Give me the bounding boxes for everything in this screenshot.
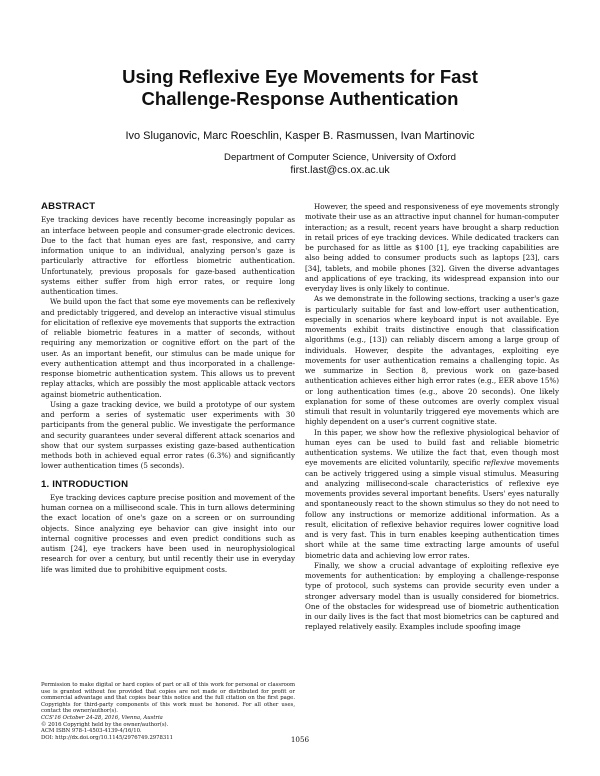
emphasized-term: reflexive (483, 458, 515, 468)
abstract-heading: ABSTRACT (41, 201, 96, 212)
left-column (41, 202, 295, 575)
permission-notice: Permission to make digital or hard copies of part or all of this work for personal or classroom use is granted without fee provided that copies are not made or distributed for profit or commercial advantage and that copies bear this notice and the full citation on the first page. Copyrights for third-party components of this work must be honored. For all other uses, contact the owner/author(s). (41, 682, 295, 715)
body-text: movements can be actively triggered using a simple visual stimulus. Measuring and analyzing millisecond-scale characteristics of reflexive eye movements provides several important benefits. Users' eyes naturally and spontaneously react to the shown stimulus so they do not need to follow any instructions or memorize additional information. As a result, elicitation of reflexive behavior requires lower cognitive load and is very fast. This in turn enables keeping authentication times short while at the same time extracting large amounts of useful biometric data and achieving low error rates. (305, 458, 559, 560)
body-paragraph: However, the speed and responsiveness of eye movements strongly motivate their use as an attractive input channel for human-computer interaction; as a result, recent years have brought a sharp reduction in retail prices of eye tracking devices. While dedicated trackers can be purchased for as little as $100 [1], eye tracking capabilities are also being added to consumer products such as laptops [23], cars [34], tablets, and mobile phones [32]. Given the diverse advantages and applications of eye tracking, its widespread expansion into our everyday lives is only likely to continue. (305, 202, 559, 293)
right-column (305, 202, 559, 633)
permission-footnote (41, 682, 295, 741)
title-line-2: Challenge-Response Authentication (141, 88, 459, 109)
affiliation: Department of Computer Science, University of Oxford (224, 152, 456, 163)
paper-title (40, 66, 560, 110)
abstract-paragraph: Eye tracking devices have recently become increasingly popular as an interface between people and consumer-grade electronic devices. Due to the fact that human eyes are fast, responsive, and carry information unique to an individual, analyzing person's gaze is particularly attractive for effortless biometric authentication. Unfortunately, previous proposals for gaze-based authentication systems either suffer from high error rates, or require long authentication times. (41, 215, 295, 296)
copyright-notice: © 2016 Copyright held by the owner/author(s). (41, 721, 169, 728)
page-number: 1056 (290, 735, 310, 744)
body-paragraph (305, 428, 559, 561)
abstract-paragraph: Using a gaze tracking device, we build a prototype of our system and perform a series of systematic user experiments with 30 participants from the general public. We investigate the performance and security guarantees under several different attack scenarios and show that our system surpasses existing gaze-based authentication methods both in achieved equal error rates (6.3%) and significantly lower authentication times (5 seconds). (41, 399, 295, 471)
conference-info: CCS'16 October 24-28, 2016, Vienna, Austria (41, 714, 163, 721)
affiliation-block (190, 152, 490, 176)
isbn: ACM ISBN 978-1-4503-4139-4/16/10. (41, 728, 142, 735)
body-paragraph: Finally, we show a crucial advantage of exploiting reflexive eye movements for authentication: by employing a challenge-response type of protocol, such systems can provide security even under a stronger adversary model than is usually considered for biometrics. One of the obstacles for widespread use of biometric authentication in our daily lives is the fact that most biometrics can be captured and replayed relatively easily. Examples include spoofing image (305, 560, 559, 632)
author-list: Ivo Sluganovic, Marc Roeschlin, Kasper B. Rasmussen, Ivan Martinovic (125, 130, 475, 142)
introduction-heading: 1. INTRODUCTION (41, 478, 129, 490)
doi-link[interactable]: DOI: http://dx.doi.org/10.1145/2976749.2978311 (41, 734, 174, 741)
body-paragraph: As we demonstrate in the following sections, tracking a user's gaze is particularly suitable for fast and low-effort user authentication, especially in scenarios where keyboard input is not available. Eye movements exhibit traits distinctive enough that classification algorithms (e.g., [13]) can reliably discern among a large group of individuals. However, despite the advantages, exploiting eye movements for user authentication remains a challenging topic. As we summarize in Section 8, previous work on gaze-based authentication achieves either high error rates (e.g., EER above 15%) or long authentication times (e.g., above 20 seconds). One likely explanation for some of these outcomes are overly complex visual stimuli that result in voluntarily triggered eye movements which are highly dependent on a user's current cognitive state. (305, 294, 559, 427)
author-email: first.last@cs.ox.ac.uk (290, 164, 390, 176)
introduction-paragraph: Eye tracking devices capture precise position and movement of the human cornea on a millisecond scale. This in turn allows determining the exact location of one's gaze on a screen or on surrounding objects. Since analyzing eye behavior can give insight into our internal cognitive processes and even predict conditions such as autism [24], eye trackers have been used in neurophysiological research for over a century, but until recently their use in everyday life was limited due to prohibitive equipment costs. (41, 492, 295, 574)
abstract-paragraph: We build upon the fact that some eye movements can be reflexively and predictably triggered, and develop an interactive visual stimulus for elicitation of reflexive eye movements that supports the extraction of reliable biometric features in a matter of seconds, without requiring any memorization or cognitive effort on the part of the user. As an important benefit, our stimulus can be made unique for every authentication attempt and thus incorporated in a challenge-response biometric authentication system. This allows us to prevent replay attacks, which are possibly the most applicable attack vectors against biometric authentication. (41, 297, 295, 399)
title-line-1: Using Reflexive Eye Movements for Fast (122, 66, 478, 87)
body-text: In this paper, we show how the reflexive physiological behavior of human eyes can be used to build fast and reliable biometric authentication systems. We utilize the fact that, even though most eye movements are elicited voluntarily, specific (305, 427, 559, 468)
